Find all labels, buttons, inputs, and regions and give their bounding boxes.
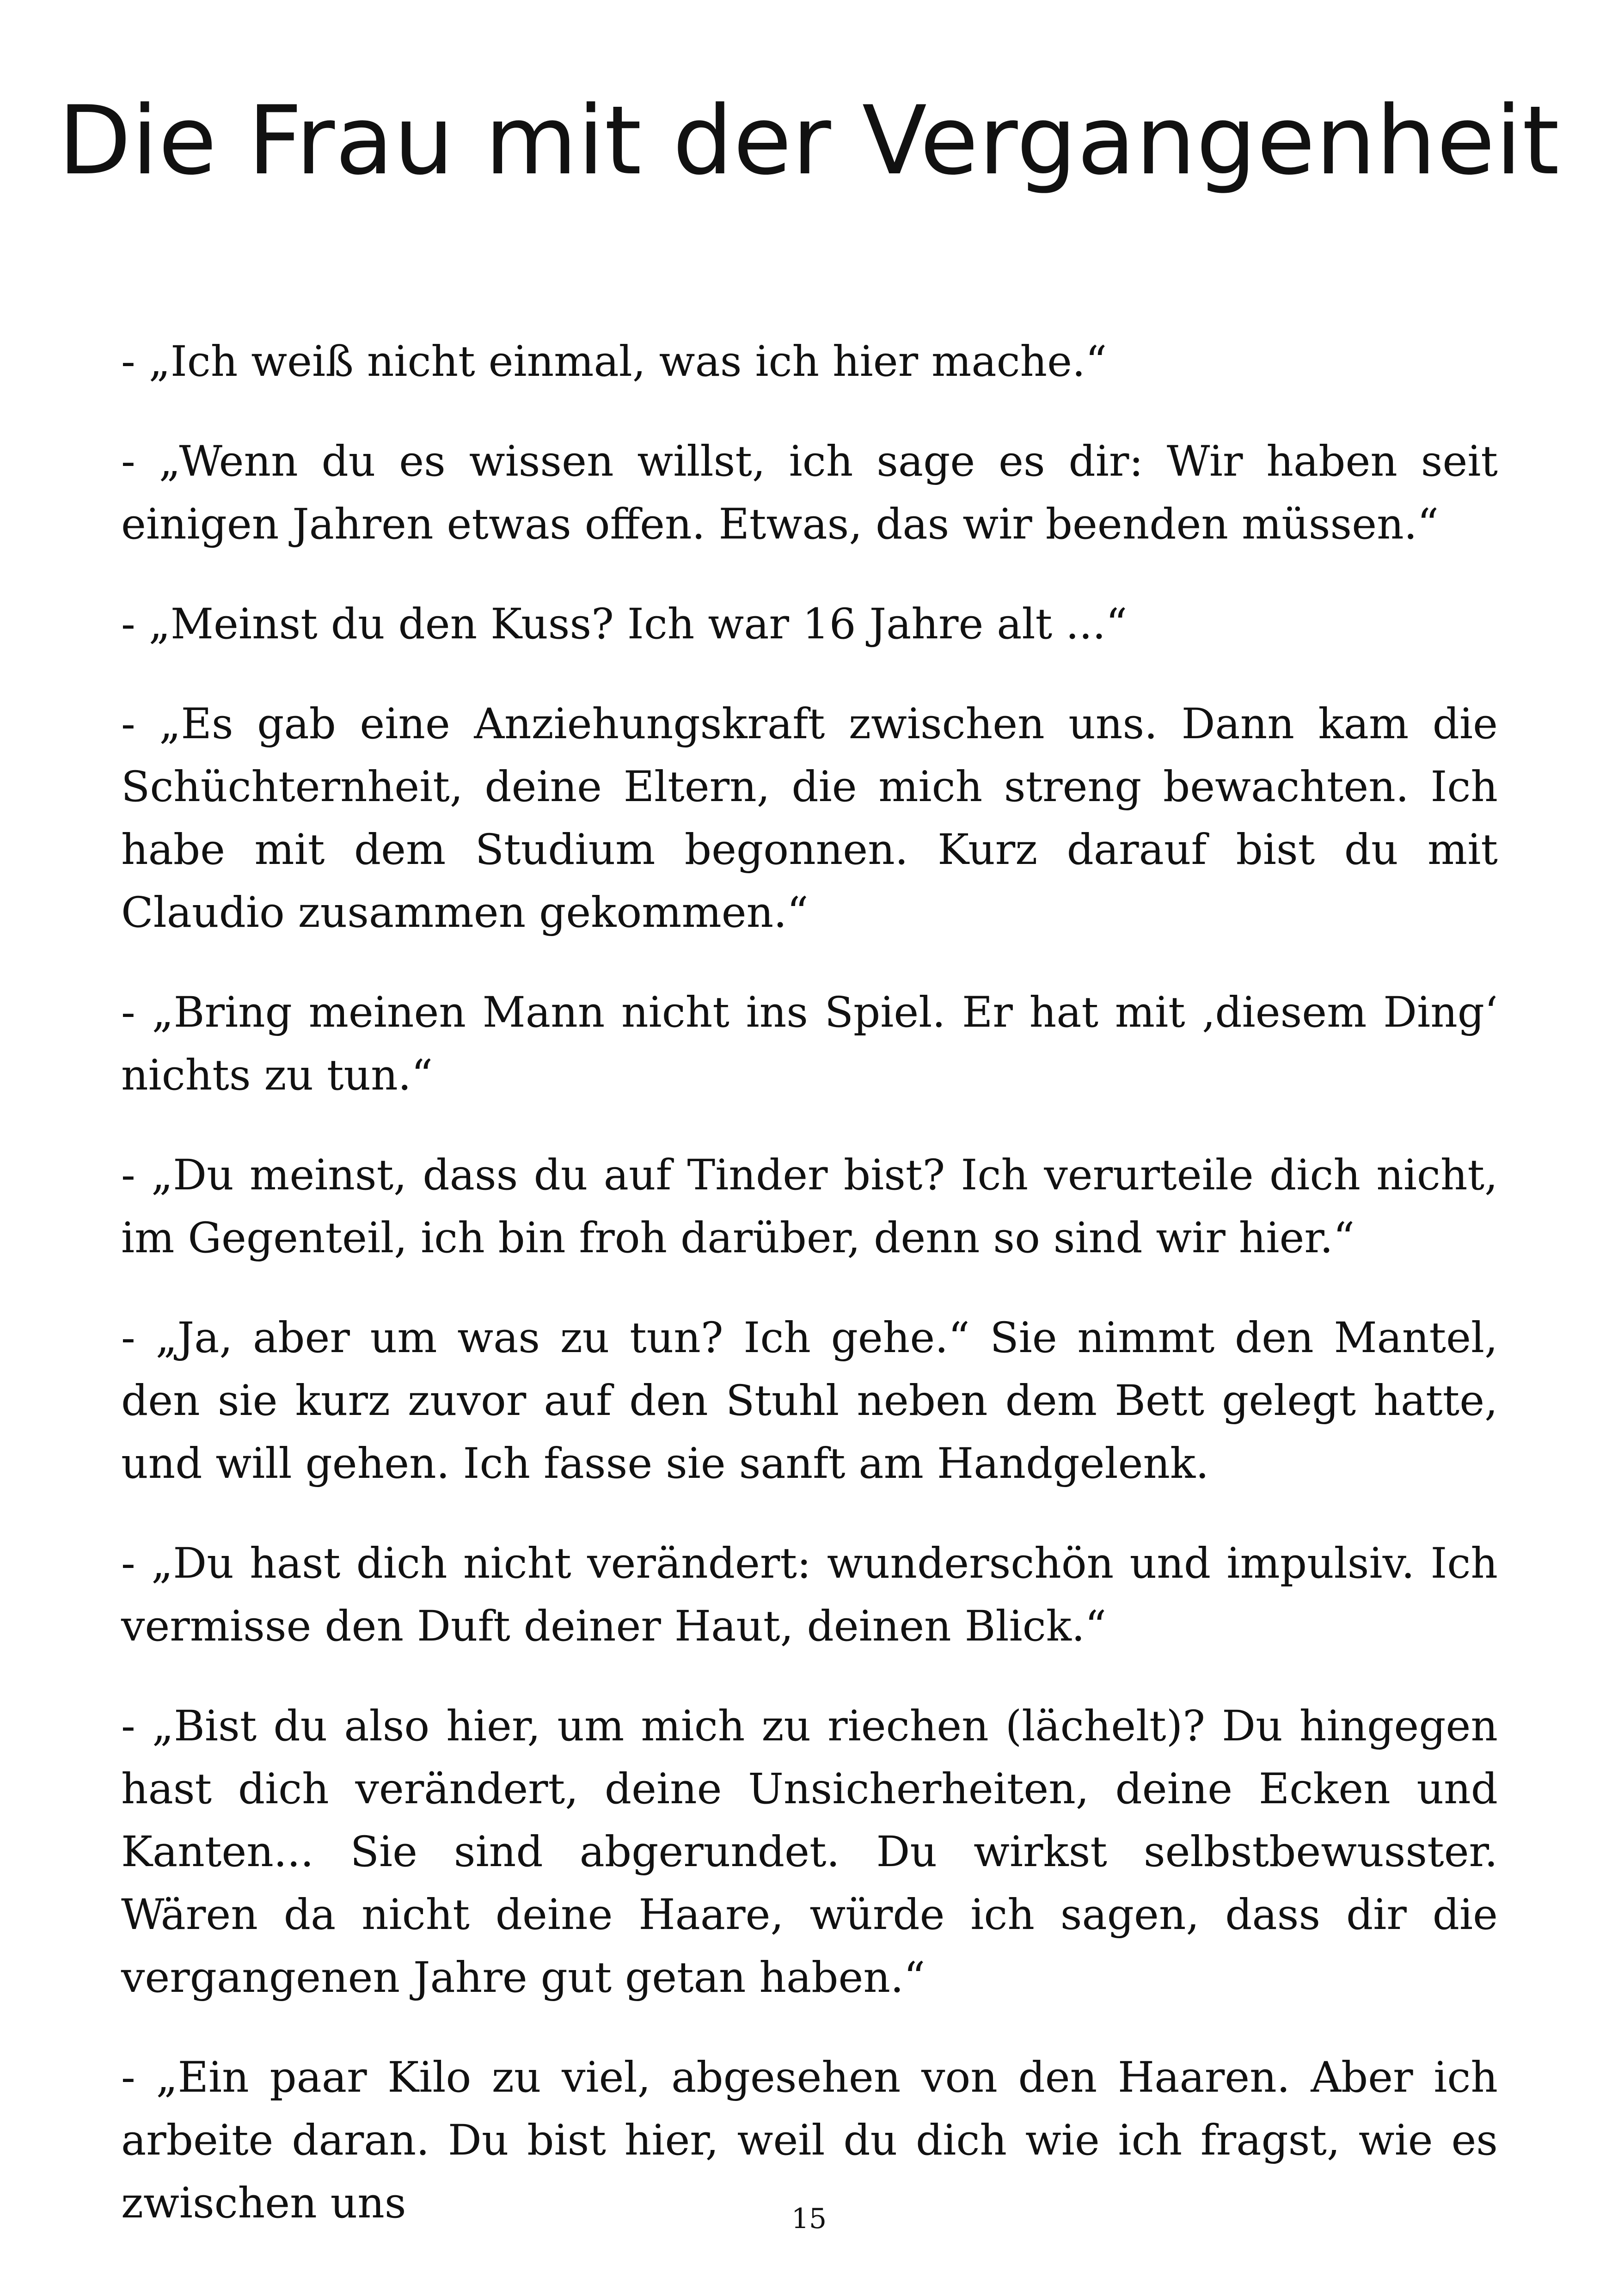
paragraph: - „Meinst du den Kuss? Ich war 16 Jahre alt ...“ xyxy=(121,600,1128,649)
paragraph: - „Ich weiß nicht einmal, was ich hier mache.“ xyxy=(121,337,1107,386)
paragraph: - „Du hast dich nicht verändert: wunderschön und impulsiv. Ich vermisse den Duft deiner Haut, deinen Blick.“ xyxy=(121,1539,1498,1651)
paragraph: - „Ja, aber um was zu tun? Ich gehe.“ Sie nimmt den Mantel, den sie kurz zuvor auf den Stuhl neben dem Bett gelegt hatte, und will gehen. Ich fasse sie sanft am Handgelenk. xyxy=(121,1314,1498,1488)
paragraph: - „Bring meinen Mann nicht ins Spiel. Er hat mit ‚diesem Ding‘ nichts zu tun.“ xyxy=(121,988,1498,1100)
paragraph: - „Ein paar Kilo zu viel, abgesehen von den Haaren. Aber ich arbeite daran. Du bist hier, weil du dich wie ich fragst, wie es zwischen uns xyxy=(121,2053,1498,2228)
chapter-body xyxy=(121,331,1498,2272)
paragraph: - „Du meinst, dass du auf Tinder bist? Ich verurteile dich nicht, im Gegenteil, ich bin froh darüber, denn so sind wir hier.“ xyxy=(121,1151,1498,1262)
paragraph: - „Wenn du es wissen willst, ich sage es dir: Wir haben seit einigen Jahren etwas offen. Etwas, das wir beenden müssen.“ xyxy=(121,437,1498,549)
paragraph: - „Bist du also hier, um mich zu riechen (lächelt)? Du hingegen hast dich verändert, deine Unsicherheiten, deine Ecken und Kanten... Sie sind abgerundet. Du wirkst selbstbewusster. Wären da nicht deine Haare, würde ich sagen, dass dir die vergangenen Jahre gut getan haben.“ xyxy=(121,1702,1498,2002)
page-number: 15 xyxy=(791,2203,827,2235)
chapter-title: Die Frau mit der Vergangenheit xyxy=(58,86,1560,196)
paragraph: - „Es gab eine Anziehungskraft zwischen uns. Dann kam die Schüchternheit, deine Eltern, die mich streng bewachten. Ich habe mit dem Studium begonnen. Kurz darauf bist du mit Claudio zusammen gekommen.“ xyxy=(121,700,1498,937)
